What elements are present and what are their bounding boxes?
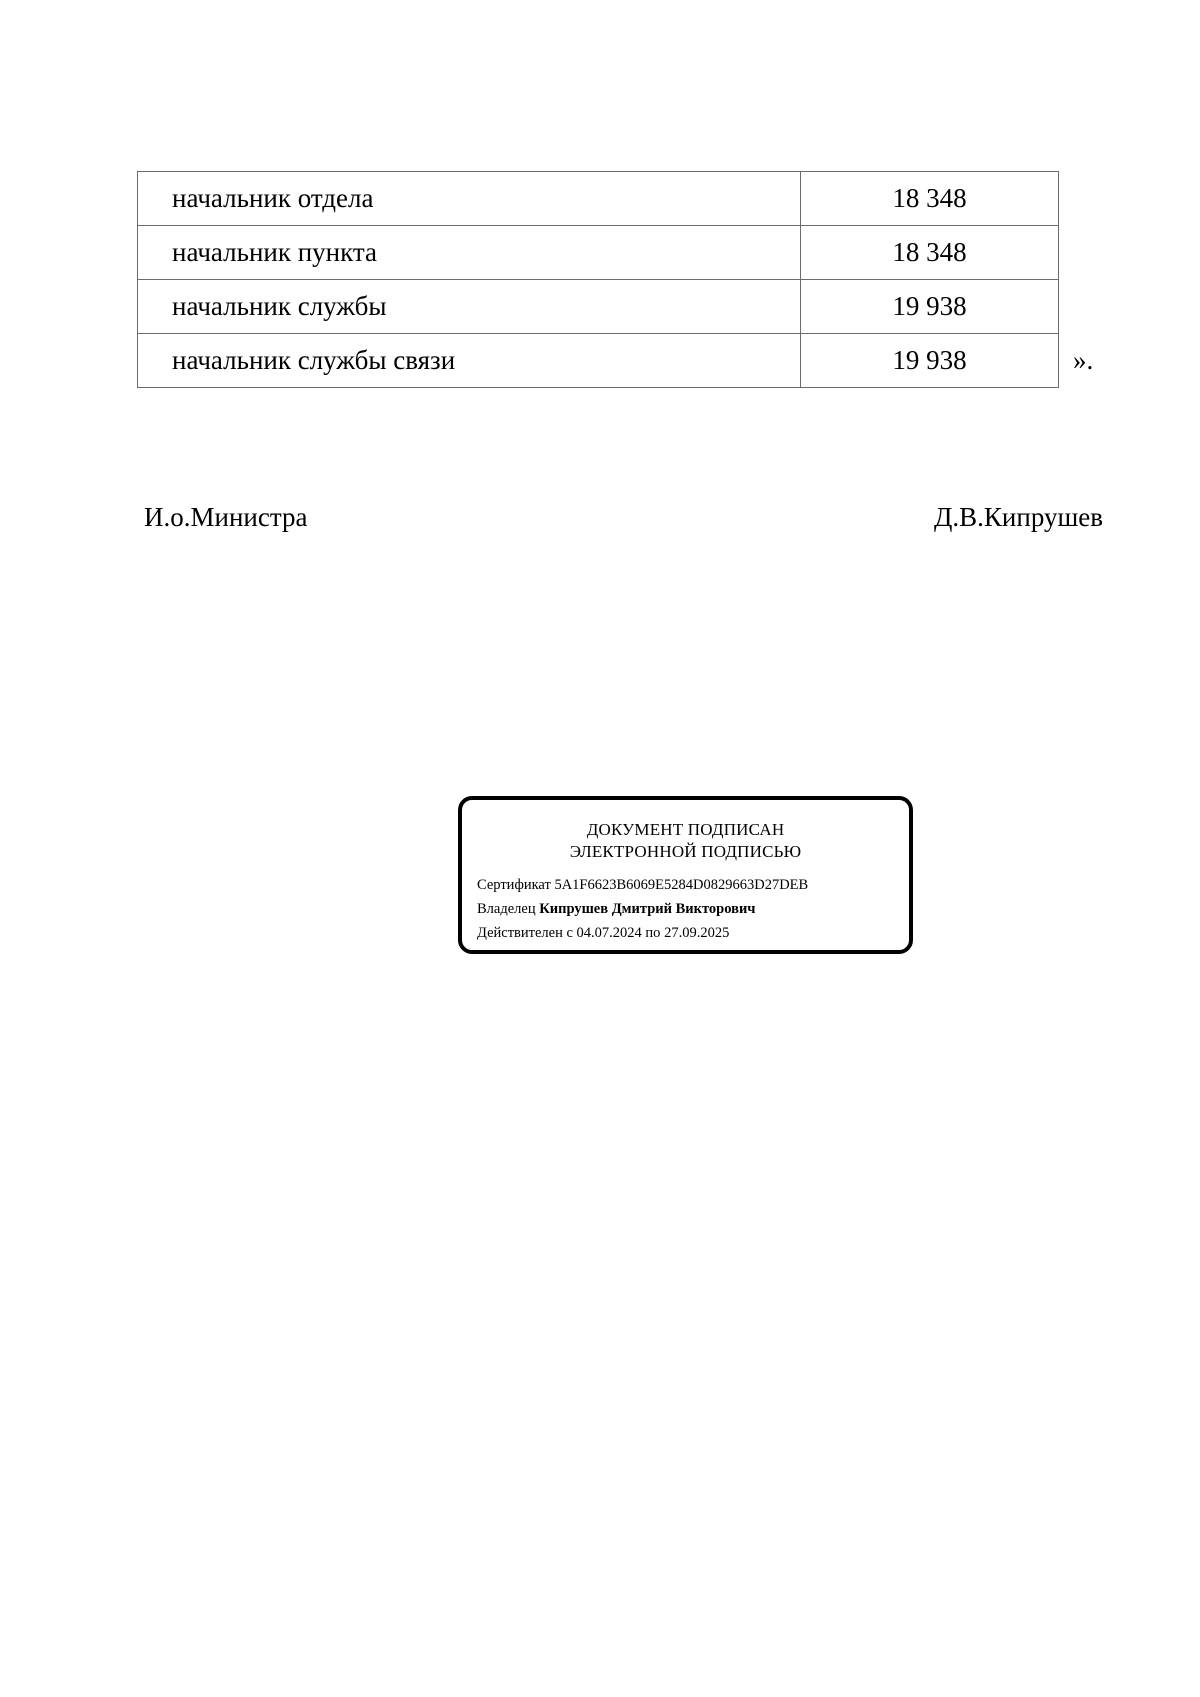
valid-from-label: с: [566, 925, 573, 941]
valid-to: 27.09.2025: [664, 925, 730, 941]
certificate-line: [477, 877, 808, 894]
electronic-signature-stamp: [458, 796, 913, 954]
amount-cell: 18 348: [801, 172, 1059, 226]
owner-value: Кипрушев Дмитрий Викторович: [539, 901, 756, 917]
valid-from: 04.07.2024: [576, 925, 642, 941]
closing-quote: ».: [1073, 345, 1094, 375]
amount-cell: 19 938: [801, 280, 1059, 334]
table-row: [138, 172, 1059, 226]
owner-label: Владелец: [477, 901, 536, 917]
position-cell: начальник службы связи: [138, 334, 801, 388]
position-cell: начальник службы: [138, 280, 801, 334]
signatory-title: И.о.Министра: [144, 502, 308, 532]
table-row: [138, 334, 1059, 388]
position-cell: начальник пункта: [138, 226, 801, 280]
valid-to-label: по: [645, 925, 661, 941]
amount-cell: 19 938: [801, 334, 1059, 388]
amount-cell: 18 348: [801, 226, 1059, 280]
stamp-header: [462, 819, 909, 863]
position-cell: начальник отдела: [138, 172, 801, 226]
signatory-name: Д.В.Кипрушев: [933, 502, 1103, 532]
table-row: [138, 280, 1059, 334]
certificate-value: 5A1F6623B6069E5284D0829663D27DEB: [554, 877, 809, 893]
salary-table: [137, 171, 1059, 388]
validity-line: [477, 925, 729, 942]
stamp-header-line2: ЭЛЕКТРОННОЙ ПОДПИСЬЮ: [569, 842, 802, 861]
owner-line: [477, 901, 755, 918]
valid-label: Действителен: [477, 925, 563, 941]
certificate-label: Сертификат: [477, 877, 551, 893]
table-row: [138, 226, 1059, 280]
stamp-header-line1: ДОКУМЕНТ ПОДПИСАН: [586, 820, 785, 839]
